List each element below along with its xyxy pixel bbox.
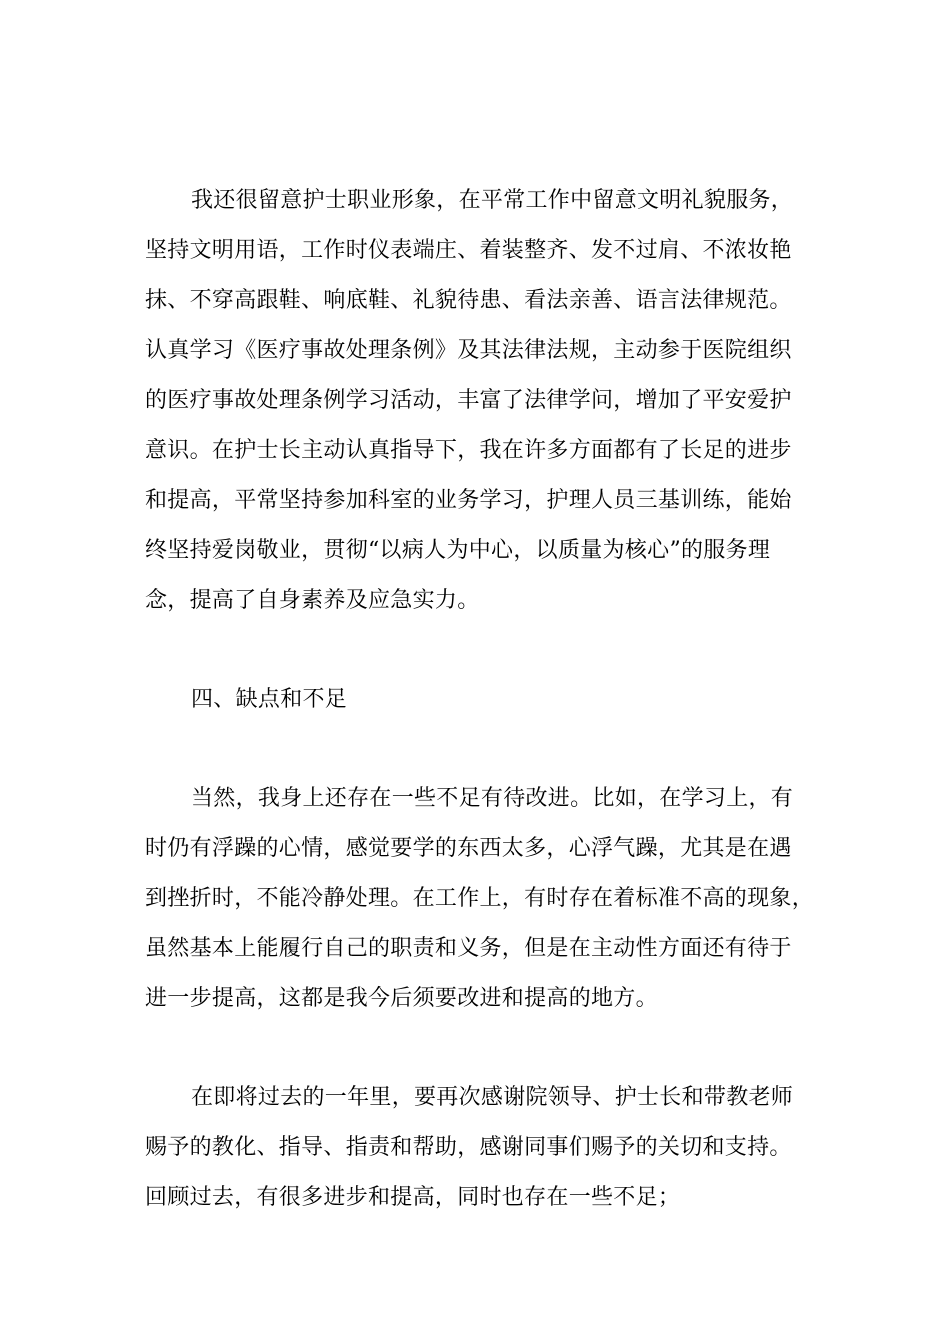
- section-heading: 四、缺点和不足: [191, 687, 348, 712]
- paragraph-1-line-2: 坚持文明用语，工作时仪表端庄、着装整齐、发不过肩、不浓妆艳: [145, 238, 792, 263]
- paragraph-3-line-1: 在即将过去的一年里，要再次感谢院领导、护士长和带教老师: [191, 1085, 794, 1110]
- paragraph-1-line-9: 念，提高了自身素养及应急实力。: [145, 588, 480, 613]
- paragraph-3-line-3: 回顾过去，有很多进步和提高，同时也存在一些不足；: [145, 1185, 681, 1210]
- paragraph-2-line-4: 虽然基本上能履行自己的职责和义务，但是在主动性方面还有待于: [145, 936, 792, 961]
- paragraph-1-line-8: 终坚持爱岗敬业，贯彻“以病人为中心，以质量为核心”的服务理: [145, 538, 771, 563]
- paragraph-1-line-6: 意识。在护士长主动认真指导下，我在许多方面都有了长足的进步: [145, 438, 792, 463]
- paragraph-2-line-1: 当然，我身上还存在一些不足有待改进。比如，在学习上，有: [191, 786, 794, 811]
- paragraph-1-line-1: 我还很留意护士职业形象，在平常工作中留意文明礼貌服务，: [191, 188, 794, 213]
- paragraph-1-line-4: 认真学习《医疗事故处理条例》及其法律法规，主动参于医院组织: [145, 338, 792, 363]
- paragraph-1-line-5: 的医疗事故处理条例学习活动，丰富了法律学问，增加了平安爱护: [145, 388, 792, 413]
- paragraph-2-line-5: 进一步提高，这都是我今后须要改进和提高的地方。: [145, 986, 658, 1011]
- paragraph-3-line-2: 赐予的教化、指导、指责和帮助，感谢同事们赐予的关切和支持。: [145, 1135, 792, 1160]
- paragraph-2-line-3: 到挫折时，不能冷静处理。在工作上，有时存在着标准不高的现象，: [145, 886, 815, 911]
- paragraph-2-line-2: 时仍有浮躁的心情，感觉要学的东西太多，心浮气躁，尤其是在遇: [145, 836, 792, 861]
- paragraph-1-line-3: 抹、不穿高跟鞋、响底鞋、礼貌待患、看法亲善、语言法律规范。: [145, 288, 792, 313]
- paragraph-1-line-7: 和提高，平常坚持参加科室的业务学习，护理人员三基训练，能始: [145, 488, 792, 513]
